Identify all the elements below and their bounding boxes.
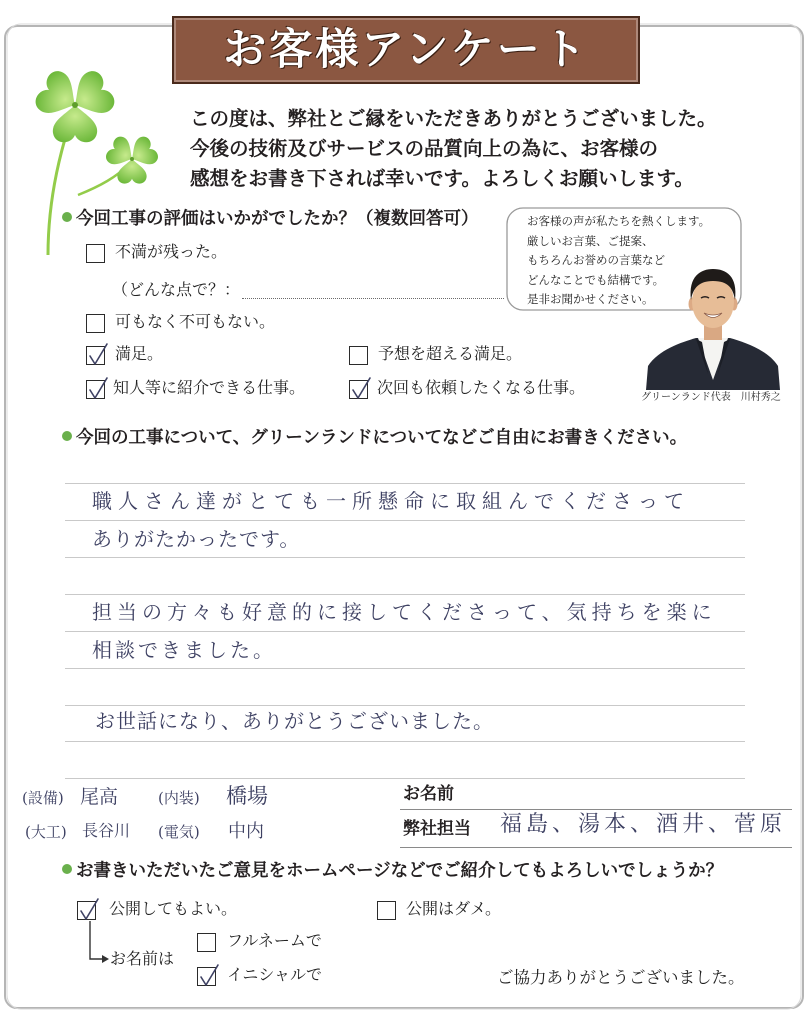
staff-role: (大工) xyxy=(25,823,67,841)
page-title: お客様アンケート xyxy=(223,26,589,74)
staff-name: 中内 xyxy=(228,821,264,842)
detail-input-line[interactable] xyxy=(242,298,504,299)
bullet-icon xyxy=(62,212,72,222)
question-3-text: お書きいただいたご意見をホームページなどでご紹介してもよろしいでしょうか？ xyxy=(76,860,724,880)
customer-name-field[interactable] xyxy=(400,809,792,810)
staff-name: 尾高 xyxy=(80,786,119,808)
message-line: どんなことでも結構です。 xyxy=(527,274,665,287)
checkbox-full-name[interactable] xyxy=(197,933,216,952)
bullet-icon xyxy=(62,431,72,441)
handwritten-comment: お世話になり、ありがとうございました。 xyxy=(95,709,494,733)
checkbox-beyond-expectations[interactable] xyxy=(349,346,368,365)
handwritten-comment: 相談できました。 xyxy=(92,638,276,662)
handwritten-comment: 担当の方々も好意的に接してくださって、気持ちを楽に xyxy=(92,600,717,624)
thanks-message: ご協力ありがとうございました。 xyxy=(497,969,745,987)
option-label: 知人等に紹介できる仕事。 xyxy=(113,380,306,397)
option-label: 満足。 xyxy=(115,346,164,363)
check-mark-icon xyxy=(86,376,110,402)
check-mark-icon xyxy=(86,342,110,368)
message-line: もちろんお誉めの言葉など xyxy=(527,255,665,267)
name-display-prompt: お名前は xyxy=(110,951,175,968)
message-line: お客様の声が私たちを熱くします。 xyxy=(527,216,711,228)
detail-prompt: （どんな点で？： xyxy=(112,282,241,299)
intro-line: 今後の技術及びサービスの品質向上の為に、お客様の xyxy=(190,138,659,160)
option-label: 予想を超える満足。 xyxy=(378,346,523,363)
our-staff-value: 福島、湯本、酒井、菅原 xyxy=(500,812,787,837)
option-label: 公開してもよい。 xyxy=(109,901,238,918)
question-2-text: 今回の工事について、グリーンランドについてなどご自由にお書きください。 xyxy=(76,427,688,447)
check-mark-icon xyxy=(349,376,373,402)
photo-caption: グリーンランド代表 川村秀之 xyxy=(641,392,781,403)
question-1-text: 今回工事の評価はいかがでしたか？（複数回答可） xyxy=(76,208,479,228)
intro-text xyxy=(190,104,717,194)
our-staff-field[interactable] xyxy=(400,847,792,848)
option-label: 次回も依頼したくなる仕事。 xyxy=(377,380,586,397)
handwritten-comment: ありがたかったです。 xyxy=(92,527,301,551)
option-label: フルネームで xyxy=(227,933,322,950)
checkbox-recommendable[interactable] xyxy=(86,380,105,399)
option-label: 可もなく不可もない。 xyxy=(115,314,276,331)
intro-line: この度は、弊社とご縁をいただきありがとうございました。 xyxy=(190,108,717,130)
question-1-heading xyxy=(62,207,479,229)
option-label: 不満が残った。 xyxy=(115,244,228,261)
message-line: 厳しいお言葉、ご提案、 xyxy=(527,235,654,248)
option-label: 公開はダメ。 xyxy=(406,901,502,918)
question-2-heading xyxy=(62,426,687,448)
small-clover xyxy=(103,134,160,184)
staff-role: (内装) xyxy=(158,789,200,807)
clover-illustration xyxy=(18,55,178,265)
staff-name: 長谷川 xyxy=(82,821,131,840)
checkbox-request-again[interactable] xyxy=(349,380,368,399)
our-staff-label: 弊社担当 xyxy=(403,819,471,838)
message-line: 是非お聞かせください。 xyxy=(527,294,654,306)
checkbox-initials[interactable] xyxy=(197,967,216,986)
handwritten-comment: 職人さん達がとても一所懸命に取組んでくださって xyxy=(92,489,690,513)
staff-name: 橋場 xyxy=(226,784,268,808)
bullet-icon xyxy=(62,864,72,874)
intro-line: 感想をお書き下されば幸いです。よろしくお願いします。 xyxy=(190,168,694,190)
title-banner xyxy=(172,16,640,84)
checkbox-publish-ok[interactable] xyxy=(77,901,96,920)
large-clover xyxy=(32,67,119,142)
checkbox-publish-no[interactable] xyxy=(377,901,396,920)
checkbox-neutral[interactable] xyxy=(86,314,105,333)
option-label: イニシャルで xyxy=(227,967,323,984)
president-photo xyxy=(646,262,780,390)
question-3-heading xyxy=(62,859,723,881)
checkbox-satisfied[interactable] xyxy=(86,346,105,365)
checkbox-dissatisfied[interactable] xyxy=(86,244,105,263)
staff-role: (電気) xyxy=(158,823,200,841)
customer-name-label: お名前 xyxy=(403,784,454,803)
staff-role: (設備) xyxy=(22,789,64,807)
check-mark-icon xyxy=(197,963,221,989)
